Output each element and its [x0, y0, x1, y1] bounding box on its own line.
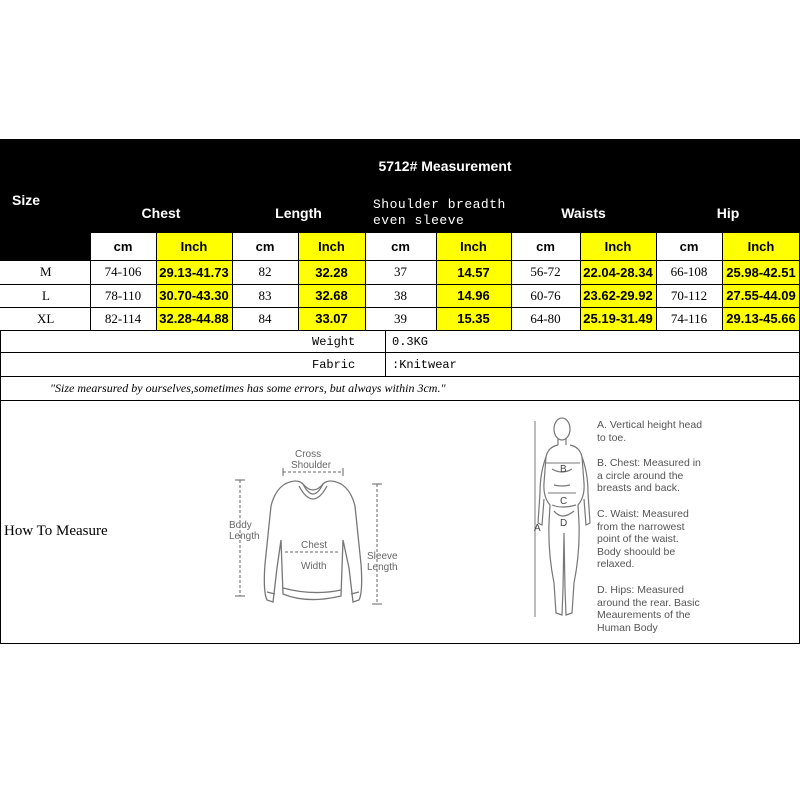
note-c-waist: C. Waist: Measured from the narrowest point of the waist. Body shoould be relaxed. [597, 508, 689, 570]
cell-hip-inch-l: 27.55-44.09 [722, 284, 800, 307]
cell-hip-cm-l: 70-112 [656, 284, 722, 307]
cell-chest-inch-xl: 32.28-44.88 [156, 307, 232, 330]
cell-length-cm-m: 82 [232, 260, 298, 284]
note-a-height: A. Vertical height head to toe. [597, 419, 703, 444]
cell-length-cm-l: 83 [232, 284, 298, 307]
how-to-measure-title: How To Measure [4, 523, 108, 539]
unit-inch-waists: Inch [580, 233, 656, 260]
cell-shoulder-cm-l: 38 [365, 284, 436, 307]
cell-chest-cm-l: 78-110 [90, 284, 156, 307]
cell-waist-cm-m: 56-72 [511, 260, 580, 284]
cell-waist-inch-l: 23.62-29.92 [580, 284, 656, 307]
garment-diagram [225, 444, 420, 614]
body-letter-d: D [560, 518, 568, 529]
fabric-value: :Knitwear [392, 358, 457, 372]
cell-hip-inch-m: 25.98-42.51 [722, 260, 800, 284]
cell-hip-cm-xl: 74-116 [656, 307, 722, 330]
cell-chest-cm-xl: 82-114 [90, 307, 156, 330]
unit-cm-length: cm [232, 233, 298, 260]
unit-inch-hip: Inch [722, 233, 800, 260]
cell-length-inch-m: 32.28 [298, 260, 365, 284]
unit-cm-waists: cm [511, 233, 580, 260]
size-header: Size [0, 139, 90, 260]
cell-waist-cm-l: 60-76 [511, 284, 580, 307]
chest-width-label-2: Width [301, 561, 327, 572]
group-header-hip: Hip [656, 192, 800, 233]
note-d-hips: D. Hips: Measured around the rear. Basic Meaurements of the Human Body [597, 584, 700, 634]
unit-cm-hip: cm [656, 233, 722, 260]
group-header-shoulder: Shoulder breadth even sleeve [365, 192, 511, 233]
human-body-diagram [530, 413, 592, 625]
body-length-label-2: Length [229, 531, 260, 542]
note-b-chest: B. Chest: Measured in a circle around the breasts and back. [597, 457, 701, 494]
body-letter-a: A [534, 523, 541, 534]
body-letter-b: B [560, 464, 567, 475]
sleeve-length-label-1: Sleeve [367, 551, 398, 562]
fabric-label: Fabric [312, 358, 356, 372]
cell-length-inch-xl: 33.07 [298, 307, 365, 330]
cell-shoulder-inch-l: 14.96 [436, 284, 511, 307]
size-chart-sheet [0, 139, 800, 644]
cross-shoulder-label-2: Shoulder [291, 460, 332, 471]
unit-inch-shoulder: Inch [436, 233, 511, 260]
cell-chest-cm-m: 74-106 [90, 260, 156, 284]
cell-length-cm-xl: 84 [232, 307, 298, 330]
cell-shoulder-cm-xl: 39 [365, 307, 436, 330]
cell-chest-inch-l: 30.70-43.30 [156, 284, 232, 307]
cell-shoulder-inch-m: 14.57 [436, 260, 511, 284]
weight-label: Weight [312, 335, 356, 349]
body-letter-c: C [560, 496, 568, 507]
group-header-chest: Chest [90, 192, 232, 233]
cell-waist-inch-xl: 25.19-31.49 [580, 307, 656, 330]
row-size-m: M [0, 260, 90, 284]
cell-shoulder-cm-m: 37 [365, 260, 436, 284]
cell-hip-cm-m: 66-108 [656, 260, 722, 284]
unit-cm-chest: cm [90, 233, 156, 260]
group-header-length: Length [232, 192, 365, 233]
measurement-note: "Size mearsured by ourselves,sometimes has some errors, but always within 3cm." [50, 381, 446, 395]
group-header-waists: Waists [511, 192, 656, 233]
cell-shoulder-inch-xl: 15.35 [436, 307, 511, 330]
unit-inch-length: Inch [298, 233, 365, 260]
cell-chest-inch-m: 29.13-41.73 [156, 260, 232, 284]
body-length-label-1: Body [229, 520, 252, 531]
row-size-l: L [0, 284, 90, 307]
chest-width-label-1: Chest [301, 540, 328, 551]
cell-waist-inch-m: 22.04-28.34 [580, 260, 656, 284]
unit-inch-chest: Inch [156, 233, 232, 260]
weight-value: 0.3KG [392, 335, 429, 349]
cross-shoulder-label-1: Cross [295, 449, 322, 460]
row-size-xl: XL [0, 307, 90, 330]
cell-waist-cm-xl: 64-80 [511, 307, 580, 330]
sleeve-length-label-2: Length [367, 562, 398, 573]
cell-length-inch-l: 32.68 [298, 284, 365, 307]
table-title: 5712# Measurement [90, 139, 800, 192]
cell-hip-inch-xl: 29.13-45.66 [722, 307, 800, 330]
unit-cm-shoulder: cm [365, 233, 436, 260]
